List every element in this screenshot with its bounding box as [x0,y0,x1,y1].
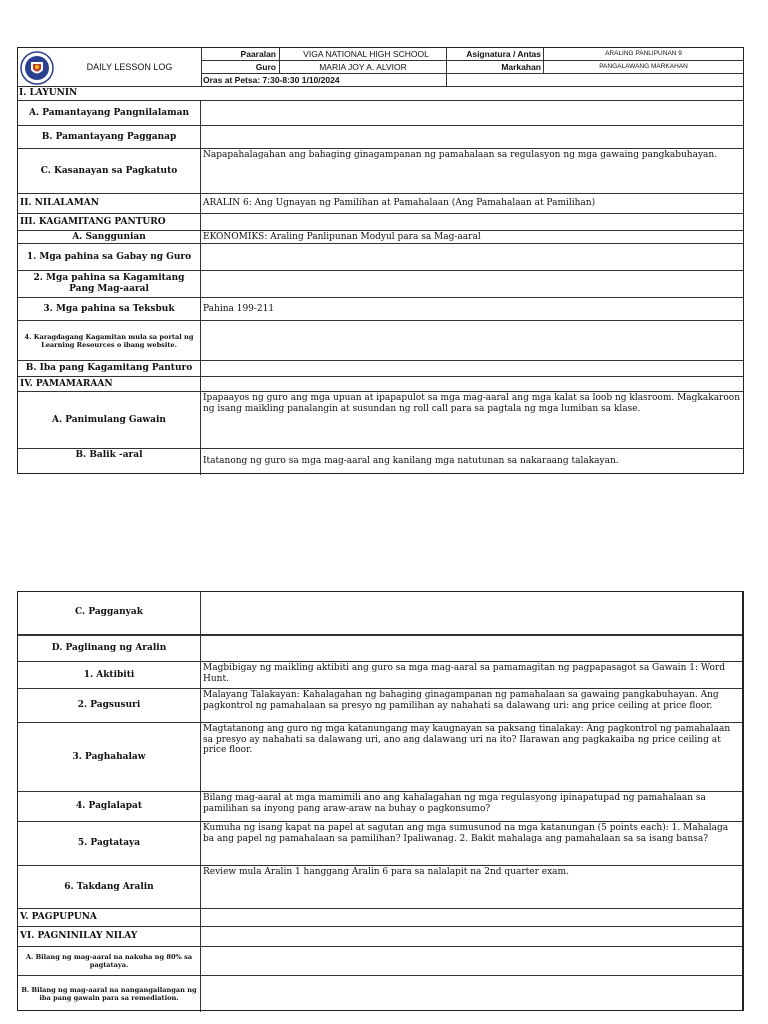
section-pagninilay [18,926,742,946]
subject-value: ARALING PANLIPUNAN 9 [605,50,682,57]
value-kasanayan: Napapahalagahan ang bahaging ginagampanan ng pamahalaan sa regulasyon ng mga gawaing pangkabuhayan. [203,150,718,160]
value-teksbuk: Pahina 199-211 [203,304,275,314]
value-paglinang [201,636,742,661]
label-pamamaraan: IV. PAMAMARAAN [18,377,201,391]
value-aktibiti: Magbibigay ng maikling aktibiti ang guro sa mga mag-aaral sa pamamagitan ng pagpapasagot sa Gawain 1: Word Hunt. [203,663,725,684]
value-takdang-aralin: Review mula Aralin 1 hanggang Aralin 6 para sa nalalapit na 2nd quarter exam. [203,867,569,877]
value-pamamaraan [201,377,743,391]
label-nilalaman: II. NILALAMAN [18,194,201,213]
label-pagsusuri: 2. Pagsusuri [18,689,201,722]
row-sanggunian [18,230,743,243]
value-karagdagang-kagamitan [201,321,743,360]
lesson-log-table-page-2 [17,591,744,1011]
row-aktibiti [18,661,742,688]
value-paghahalaw: Magtatanong ang guro ng mga katanungang may kaugnayan sa paksang tinalakay: Ang pagkontrol ng pamahalaan sa presyo ay nahahati sa dalawang uri, ano ang dalawang uri na ito? Ilarawan ang pagkakaiba ng price ceiling at price floor. [203,724,731,755]
row-pagsusuri [18,688,742,722]
row-balik-aral [18,448,743,475]
label-pamantayang-pangnilalaman: A. Pamantayang Pangnilalaman [18,101,201,125]
label-paglalapat: 4. Paglalapat [18,792,201,821]
section-pagpupuna [18,908,742,926]
subject-label: Asignatura / Antas [466,49,541,59]
label-takdang-aralin: 6. Takdang Aralin [18,866,201,908]
row-gabay [18,243,743,270]
row-teksbuk [18,297,743,320]
label-iba-pang-kagamitan: B. Iba pang Kagamitang Panturo [18,361,201,376]
quarter-label: Markahan [501,62,541,72]
row-paglalapat [18,791,742,821]
document-title: DAILY LESSON LOG [86,62,173,72]
value-pagpupuna [201,909,742,926]
label-sanggunian: A. Sanggunian [18,231,201,243]
row-iba-pang-kagamitan [18,360,743,376]
value-iba-pang-kagamitan [201,361,743,376]
lesson-log-table-page-1 [17,47,744,474]
value-bilang-b [201,976,742,1012]
label-paglinang: D. Paglinang ng Aralin [18,636,201,661]
value-nilalaman: ARALIN 6: Ang Ugnayan ng Pamilihan at Pamahalaan (Ang Pamahalaan at Pamilihan) [203,198,596,208]
row-karagdagang-kagamitan [18,320,743,360]
date-time: Oras at Petsa: 7:30-8:30 1/10/2024 [203,75,340,85]
label-paghahalaw: 3. Paghahalaw [18,723,201,791]
row-paghahalaw [18,722,742,791]
teacher-label: Guro [255,62,276,72]
deped-seal-logo [20,51,54,85]
label-pagganyak: C. Pagganyak [18,591,201,634]
value-sanggunian: EKONOMIKS: Araling Panlipunan Modyul para sa Mag-aaral [203,232,481,242]
label-balik-aral: B. Balik -aral [18,449,201,475]
row-kasanayan [18,148,743,193]
label-bilang-b: B. Bilang ng mag-aaral na nangangailangan ng iba pang gawain para sa remediation. [18,976,201,1012]
row-kagamitang-pang-mag-aaral [18,270,743,297]
value-bilang-a [201,947,742,975]
label-bilang-a: A. Bilang ng mag-aaral na nakuha ng 80% sa pagtataya. [18,947,201,975]
label-kasanayan: C. Kasanayan sa Pagkatuto [18,149,201,193]
section-layunin: I. LAYUNIN [18,86,743,100]
label-pagpupuna: V. PAGPUPUNA [18,909,201,926]
label-kagamitang-pang-mag-aaral: 2. Mga pahina sa Kagamitang Pang Mag-aaral [18,271,201,297]
row-bilang-a [18,946,742,975]
row-pamantayang-pagganap [18,125,743,148]
row-panimulang-gawain [18,391,743,448]
label-gabay: 1. Mga pahina sa Gabay ng Guro [18,244,201,270]
row-takdang-aralin [18,865,742,908]
label-teksbuk: 3. Mga pahina sa Teksbuk [18,298,201,320]
value-pagsusuri: Malayang Talakayan: Kahalagahan ng bahaging ginagampanan ng pamahalaan sa gawaing pangkabuhayan. Ang pagkontrol ng pamahalaan sa presyo ng pamilihan ay nahahati sa dalawang uri: ang price ceiling at price floor. [203,690,719,711]
value-kagamitang-pang-mag-aaral [201,271,743,297]
label-pagninilay: VI. PAGNINILAY NILAY [18,927,201,946]
row-paglinang [18,634,742,661]
value-panimulang-gawain: Ipapaayos ng guro ang mga upuan at ipapapulot sa mga mag-aaral ang mga kalat sa loob ng klasroom. Magkakaroon ng isang maikling panalangin at susundan ng roll call para sa pagtala ng mga lumiban sa klase. [203,393,740,414]
label-kagamitan: III. KAGAMITANG PANTURO [18,214,201,230]
value-balik-aral: Itatanong ng guro sa mga mag-aaral ang kanilang mga natutunan sa nakaraang talakayan. [203,456,619,466]
quarter-value: PANGALAWANG MARKAHAN [599,63,688,70]
value-pagtataya: Kumuha ng isang kapat na papel at sagutan ang mga sumusunod na mga katanungan (5 points each): 1. Mahalaga ba ang papel ng pamahalaan sa pamilihan? Ipaliwanag. 2. Bakit mahalaga ang pamahalaan sa sa isang bansa? [203,823,729,844]
label-pamantayang-pagganap: B. Pamantayang Pagganap [18,126,201,148]
row-pagtataya [18,821,742,865]
school-label: Paaralan [240,49,276,59]
row-bilang-b [18,975,742,1012]
school-value: VIGA NATIONAL HIGH SCHOOL [303,49,429,59]
value-pamantayang-pangnilalaman [201,101,743,125]
label-panimulang-gawain: A. Panimulang Gawain [18,392,201,448]
row-nilalaman [18,193,743,213]
value-kagamitan [201,214,743,230]
value-pamantayang-pagganap [201,126,743,148]
value-gabay [201,244,743,270]
row-pamantayang-pangnilalaman [18,100,743,125]
label-aktibiti: 1. Aktibiti [18,662,201,688]
label-karagdagang-kagamitan: 4. Karagdagang Kagamitan mula sa portal ng Learning Resources o ibang website. [18,321,201,360]
teacher-value: MARIA JOY A. ALVIOR [319,62,407,72]
row-pagganyak [18,591,742,634]
value-pagninilay [201,927,742,946]
value-paglalapat: Bilang mag-aaral at mga mamimili ano ang kahalagahan ng mga regulasyong ipinapatupad ng pamahalaan sa pamilihan sa inyong pang araw-araw na buhay o pagkonsumo? [203,793,706,814]
value-pagganyak [201,591,742,634]
header-block [18,48,743,86]
label-pagtataya: 5. Pagtataya [18,822,201,865]
section-pamamaraan [18,376,743,391]
section-kagamitan [18,213,743,230]
